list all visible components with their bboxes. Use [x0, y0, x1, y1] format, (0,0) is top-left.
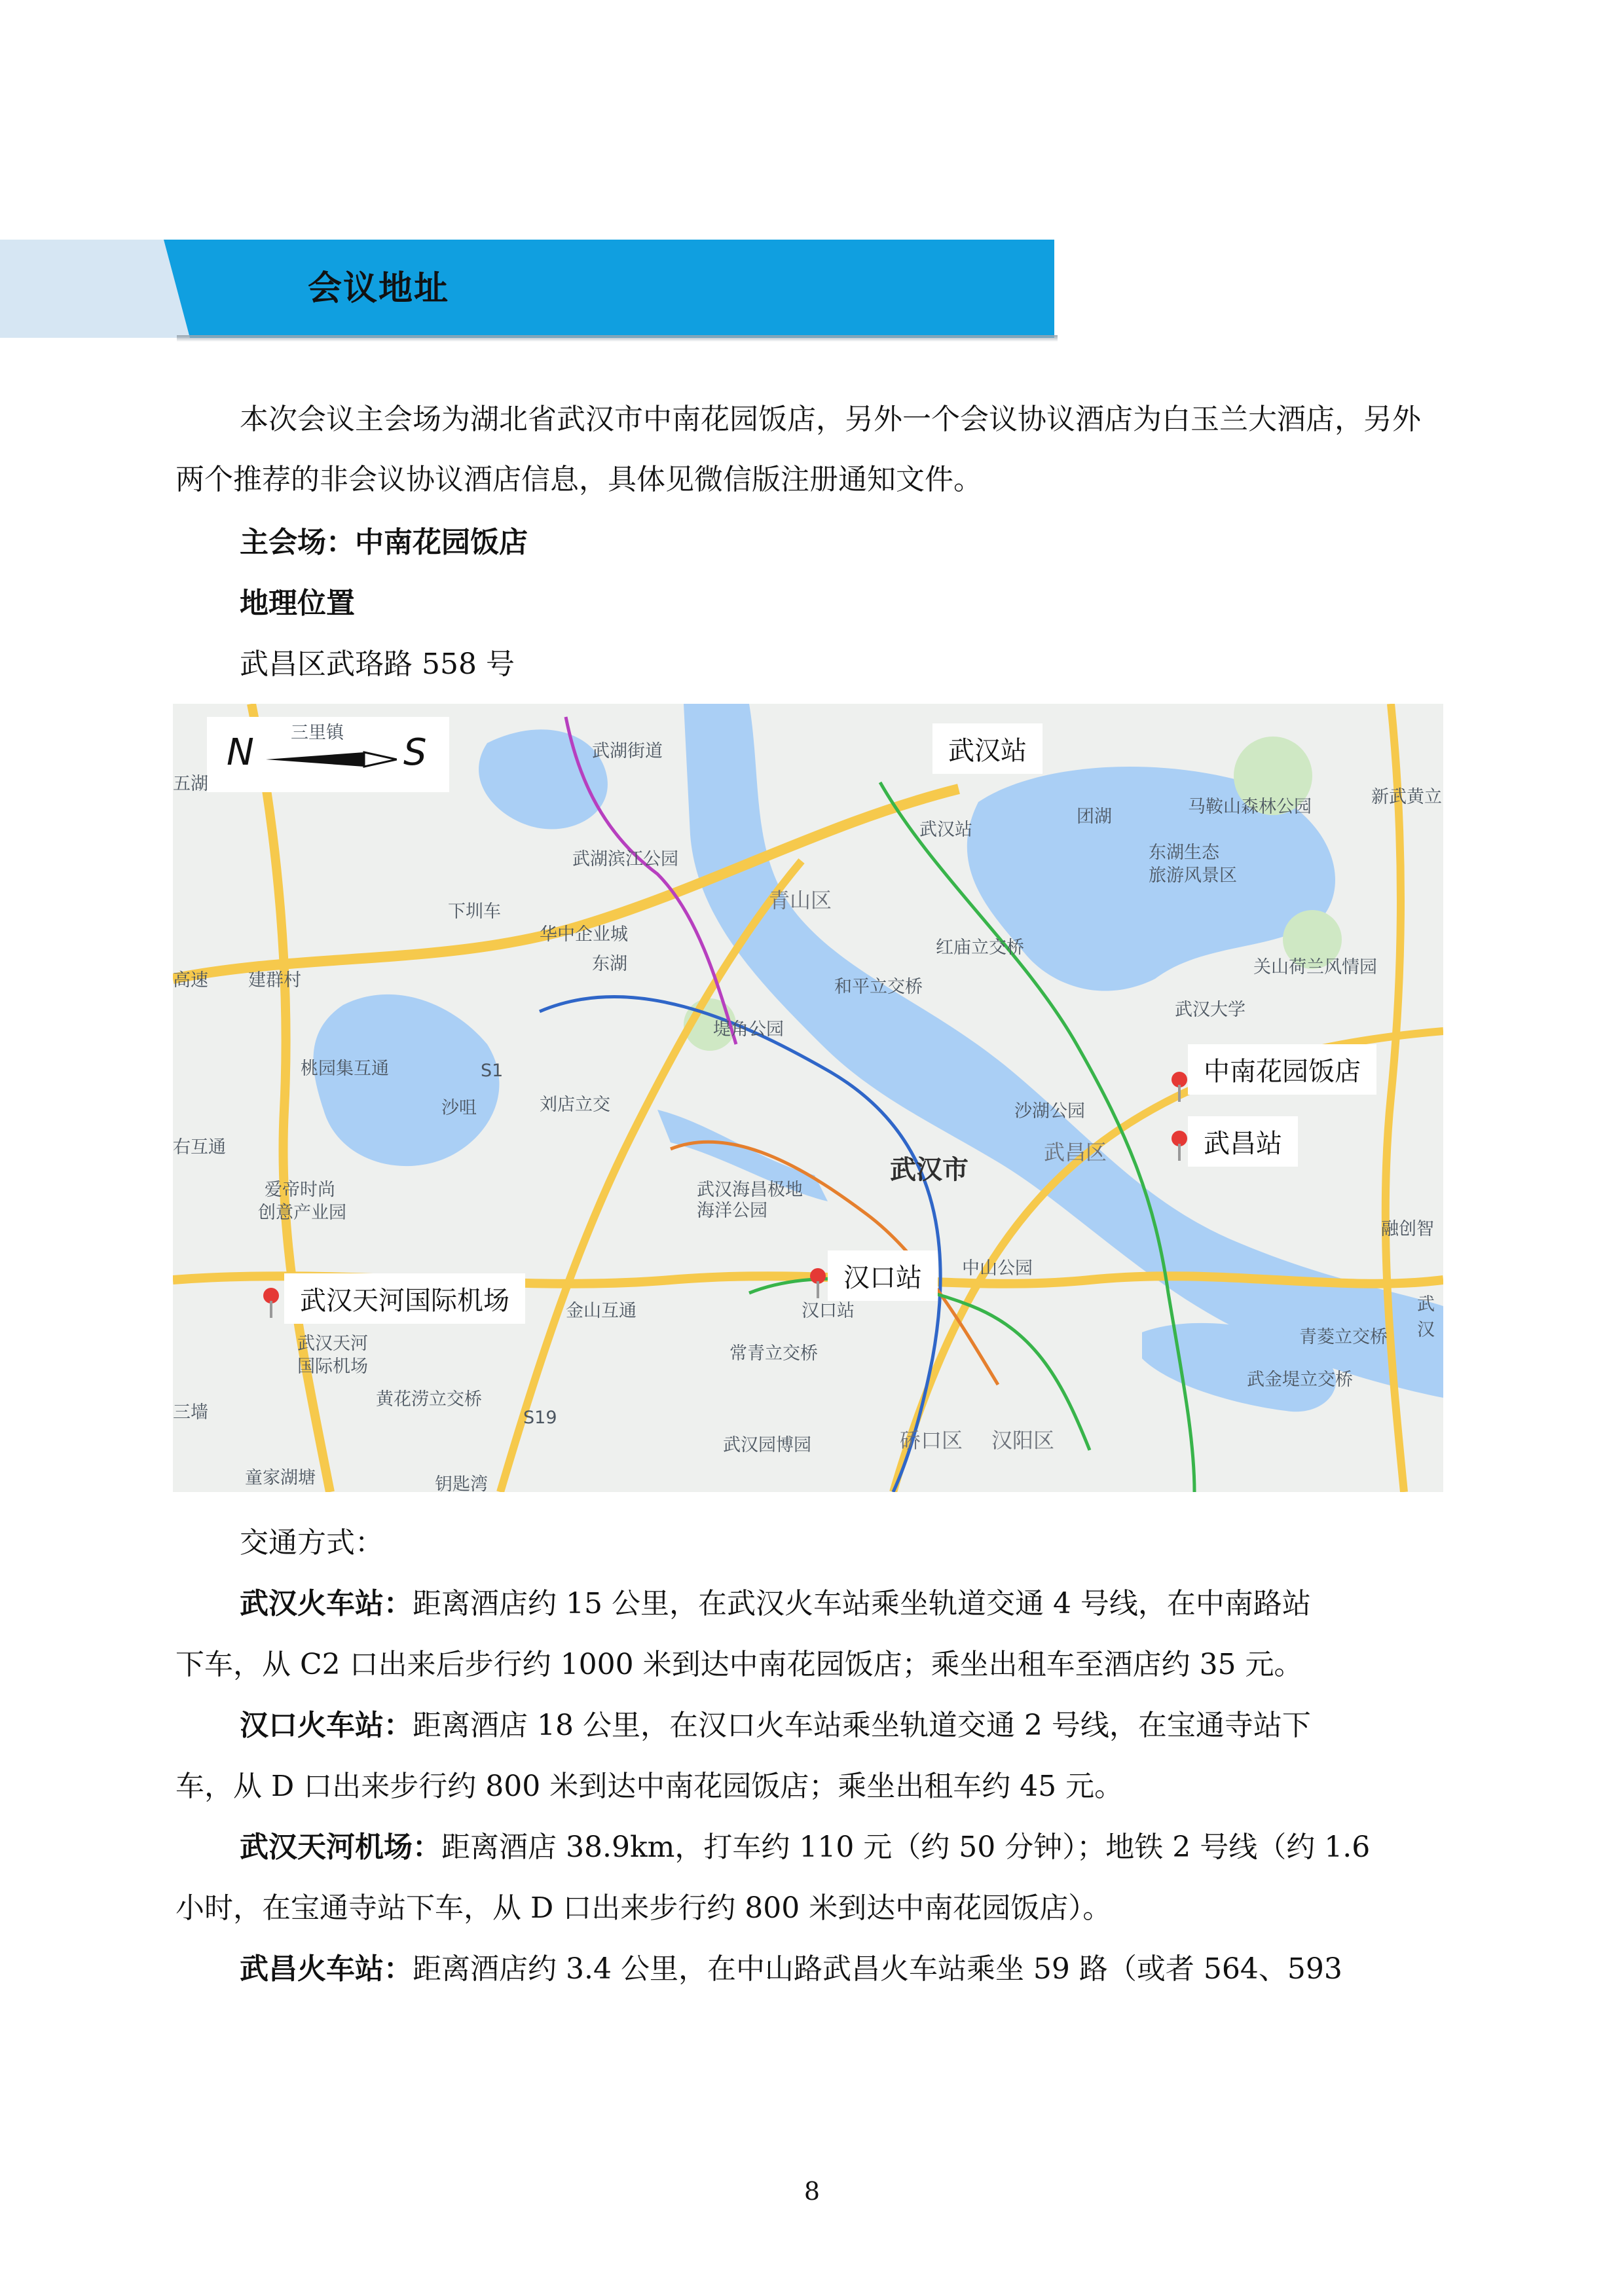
place-label: 武汉海昌极地 — [697, 1180, 803, 1200]
place-label: 武汉站 — [919, 820, 972, 840]
hankou-pin-icon[interactable] — [808, 1267, 828, 1298]
transport-text: 距离酒店 38.9km，打车约 110 元（约 50 分钟）；地铁 2 号线（约 1.6 — [441, 1831, 1371, 1864]
place-label: 刘店立交 — [540, 1095, 610, 1115]
place-label: 东湖 — [592, 954, 627, 974]
place-label: 沙咀 — [441, 1098, 477, 1118]
place-label: 黄花涝立交桥 — [376, 1389, 482, 1410]
place-label: 武汉大学 — [1175, 1000, 1246, 1020]
place-label: 高速 — [173, 970, 208, 991]
transport-text: 距离酒店约 3.4 公里，在中山路武昌火车站乘坐 59 路（或者 564、593 — [413, 1952, 1342, 1986]
place-label: 武金堤立交桥 — [1247, 1370, 1353, 1390]
address: 武昌区武珞路 558 号 — [240, 647, 515, 681]
north-lake — [479, 729, 608, 829]
transport-label: 武昌火车站： — [240, 1952, 413, 1986]
hotel-pin-icon[interactable] — [1170, 1070, 1189, 1102]
place-label: 和平立交桥 — [834, 977, 923, 997]
compass-south: S — [403, 731, 427, 774]
header-banner-light — [0, 240, 196, 338]
callout-wuhan-station[interactable]: 武汉站 — [932, 723, 1043, 774]
page-number: 8 — [803, 2177, 821, 2206]
transport-text-cont: 车，从 D 口出来步行约 800 米到达中南花园饭店；乘坐出租车约 45 元。 — [175, 1770, 1124, 1803]
place-label: 团湖 — [1077, 807, 1112, 827]
place-label: 武湖滨江公园 — [572, 849, 678, 869]
place-label: 常青立交桥 — [729, 1343, 818, 1364]
place-label: 中山公园 — [962, 1258, 1033, 1279]
place-label: 堤角公园 — [713, 1019, 784, 1040]
place-label: 右互通 — [173, 1137, 226, 1157]
transport-label: 汉口火车站： — [240, 1709, 413, 1742]
place-label: 新武黄立 — [1371, 787, 1442, 807]
place-label: 武汉 — [1417, 1294, 1435, 1340]
place-label: 建群村 — [248, 970, 301, 991]
callout-airport[interactable]: 武汉天河国际机场 — [284, 1273, 525, 1324]
place-label: 沙湖公园 — [1014, 1101, 1085, 1121]
place-label: 汉口站 — [802, 1301, 855, 1321]
place-label: 融创智 — [1381, 1219, 1434, 1239]
city-label: 武汉市 — [890, 1155, 969, 1185]
place-label: S19 — [523, 1408, 557, 1428]
district-hanyang: 汉阳区 — [991, 1428, 1055, 1453]
place-label: 关山荷兰风情园 — [1253, 957, 1377, 977]
district-qiaokou: 硚口区 — [900, 1428, 963, 1453]
header-banner — [164, 240, 1054, 338]
transport-text: 距离酒店约 15 公里，在武汉火车站乘坐轨道交通 4 号线，在中南路站 — [413, 1587, 1311, 1620]
compass-arrow-icon — [266, 748, 397, 771]
callout-hankou-station[interactable]: 汉口站 — [828, 1250, 938, 1301]
place-label: 马鞍山森林公园 — [1188, 797, 1312, 817]
transport-item — [240, 1945, 1342, 1987]
place-label: 童家湖塘 — [245, 1468, 316, 1488]
airport-pin-icon[interactable] — [261, 1286, 281, 1318]
compass-north: N — [227, 731, 254, 774]
place-label: 武汉园博园 — [723, 1435, 811, 1455]
transport-text-cont: 下车，从 C2 口出来后步行约 1000 米到达中南花园饭店；乘坐出租车至酒店约 35 元。 — [175, 1648, 1303, 1681]
callout-hotel[interactable]: 中南花园饭店 — [1188, 1044, 1376, 1095]
place-label: 东湖生态 — [1149, 843, 1219, 863]
place-label: 红庙立交桥 — [936, 938, 1024, 958]
main-venue: 主会场：中南花园饭店 — [240, 526, 528, 559]
transport-text: 距离酒店 18 公里，在汉口火车站乘坐轨道交通 2 号线，在宝通寺站下 — [413, 1709, 1311, 1742]
location-map[interactable] — [173, 704, 1443, 1492]
place-label: 桃园集互通 — [301, 1059, 389, 1079]
section-title: 会议地址 — [308, 269, 450, 308]
place-label: 五湖 — [173, 774, 208, 794]
place-label: 国际机场 — [297, 1357, 368, 1377]
place-label: 三墙 — [173, 1402, 208, 1423]
intro-paragraph: 本次会议主会场为湖北省武汉市中南花园饭店，另外一个会议协议酒店为白玉兰大酒店，另外两个推荐的非会议协议酒店信息，具体见微信版注册通知文件。 — [175, 403, 1421, 496]
transport-item — [240, 1580, 1443, 1622]
west-lake — [314, 994, 500, 1166]
transport-label: 武汉火车站： — [240, 1587, 413, 1620]
place-label: S1 — [481, 1061, 504, 1081]
place-label: 旅游风景区 — [1149, 866, 1237, 886]
location-heading: 地理位置 — [240, 587, 355, 620]
transport-item — [240, 1702, 1311, 1743]
district-wuchang: 武昌区 — [1044, 1140, 1107, 1165]
place-label: 海洋公园 — [697, 1201, 767, 1221]
place-label: 下圳车 — [448, 902, 501, 922]
place-label: 三里镇 — [291, 723, 344, 743]
place-label: 钥匙湾 — [435, 1474, 488, 1492]
place-label: 金山互通 — [566, 1301, 637, 1321]
place-label: 武湖街道 — [592, 741, 663, 761]
district-qingshan: 青山区 — [769, 888, 832, 913]
place-label: 创意产业园 — [258, 1203, 346, 1223]
transport-heading: 交通方式： — [240, 1526, 384, 1559]
place-label: 华中企业城 — [540, 924, 628, 945]
place-label: 青菱立交桥 — [1299, 1327, 1388, 1347]
wuchang-pin-icon[interactable] — [1170, 1129, 1189, 1161]
transport-item — [240, 1823, 1370, 1865]
transport-text-cont: 小时，在宝通寺站下车，从 D 口出来步行约 800 米到达中南花园饭店）。 — [175, 1891, 1112, 1925]
place-label: 爱帝时尚 — [265, 1180, 335, 1200]
place-label: 武汉天河 — [297, 1334, 368, 1354]
transport-label: 武汉天河机场： — [240, 1831, 441, 1864]
callout-wuchang-station[interactable]: 武昌站 — [1188, 1116, 1298, 1167]
header-banner-shadow — [177, 335, 1058, 342]
